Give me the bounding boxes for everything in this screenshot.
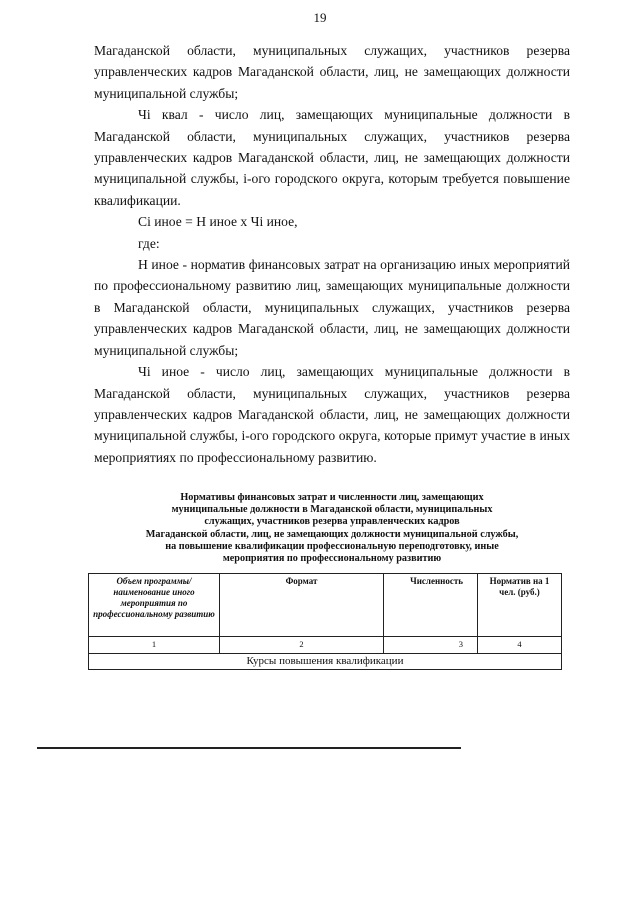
header-norm-per-person: Норматив на 1 чел. (руб.) [478,574,562,637]
section-row [89,654,562,670]
header-quantity: Численность [384,574,478,637]
column-number: 1 [89,637,220,654]
header-format: Формат [220,574,384,637]
header-program-volume: Объем программы/наименование иного мероприятия по профессиональному развитию [89,574,220,637]
table-title-line: муниципальные должности в Магаданской области, муниципальных [171,504,493,516]
formula-ci-inoe: Ci иное = Н иное х Чi иное, [138,214,298,230]
column-number: 3 [384,637,478,654]
footer-divider [37,747,461,749]
paragraph-continuation: Магаданской области, муниципальных служащих, участников резерва управленческих кадров Магаданской области, лиц, не замещающих должности муниципальной службы; [94,43,570,101]
column-number: 2 [220,637,384,654]
paragraph-where: где: [138,235,160,251]
paragraph-ch-inoe-definition: Чi иное - число лиц, замещающих муниципальные должности в Магаданской области, муниципальных служащих, участников резерва управленческих кадров Магаданской области, лиц, не замещающих должности муниципальной службы, i-ого городского округа, которые примут участие в иных мероприятиях по профессиональному развитию. [94,364,570,465]
page-number: 19 [313,10,327,25]
paragraph-n-inoe-definition: Н иное - норматив финансовых затрат на организацию иных мероприятий по профессиональному развитию лиц, замещающих муниципальные должности в Магаданской области, муниципальных служащих, участников резерва управленческих кадров Магаданской области, лиц, не замещающих должности муниципальной службы; [94,257,570,358]
section-courses: Курсы повышения квалификации [89,654,562,670]
table-title [92,492,572,565]
table-header-row [89,574,562,637]
table-title-line: Магаданской области, лиц, не замещающих должности муниципальной службы, [145,528,519,540]
body-text [94,40,570,468]
norms-table [88,573,562,670]
column-number-row [89,637,562,654]
table-title-line: на повышение квалификации профессиональную переподготовку, иные [165,540,499,552]
table-title-line: Нормативы финансовых затрат и численности лиц, замещающих [180,492,484,503]
paragraph-ch-kval-definition: Чi квал - число лиц, замещающих муниципальные должности в Магаданской области, муниципальных служащих, участников резерва управленческих кадров Магаданской области, лиц, не замещающих должности муниципальной службы, i-ого городского округа, которым требуется повышение квалификации. [94,107,570,208]
table-title-line: служащих, участников резерва управленческих кадров [204,516,460,528]
column-number: 4 [478,637,562,654]
table-title-line: мероприятия по профессиональному развитию [222,553,442,565]
